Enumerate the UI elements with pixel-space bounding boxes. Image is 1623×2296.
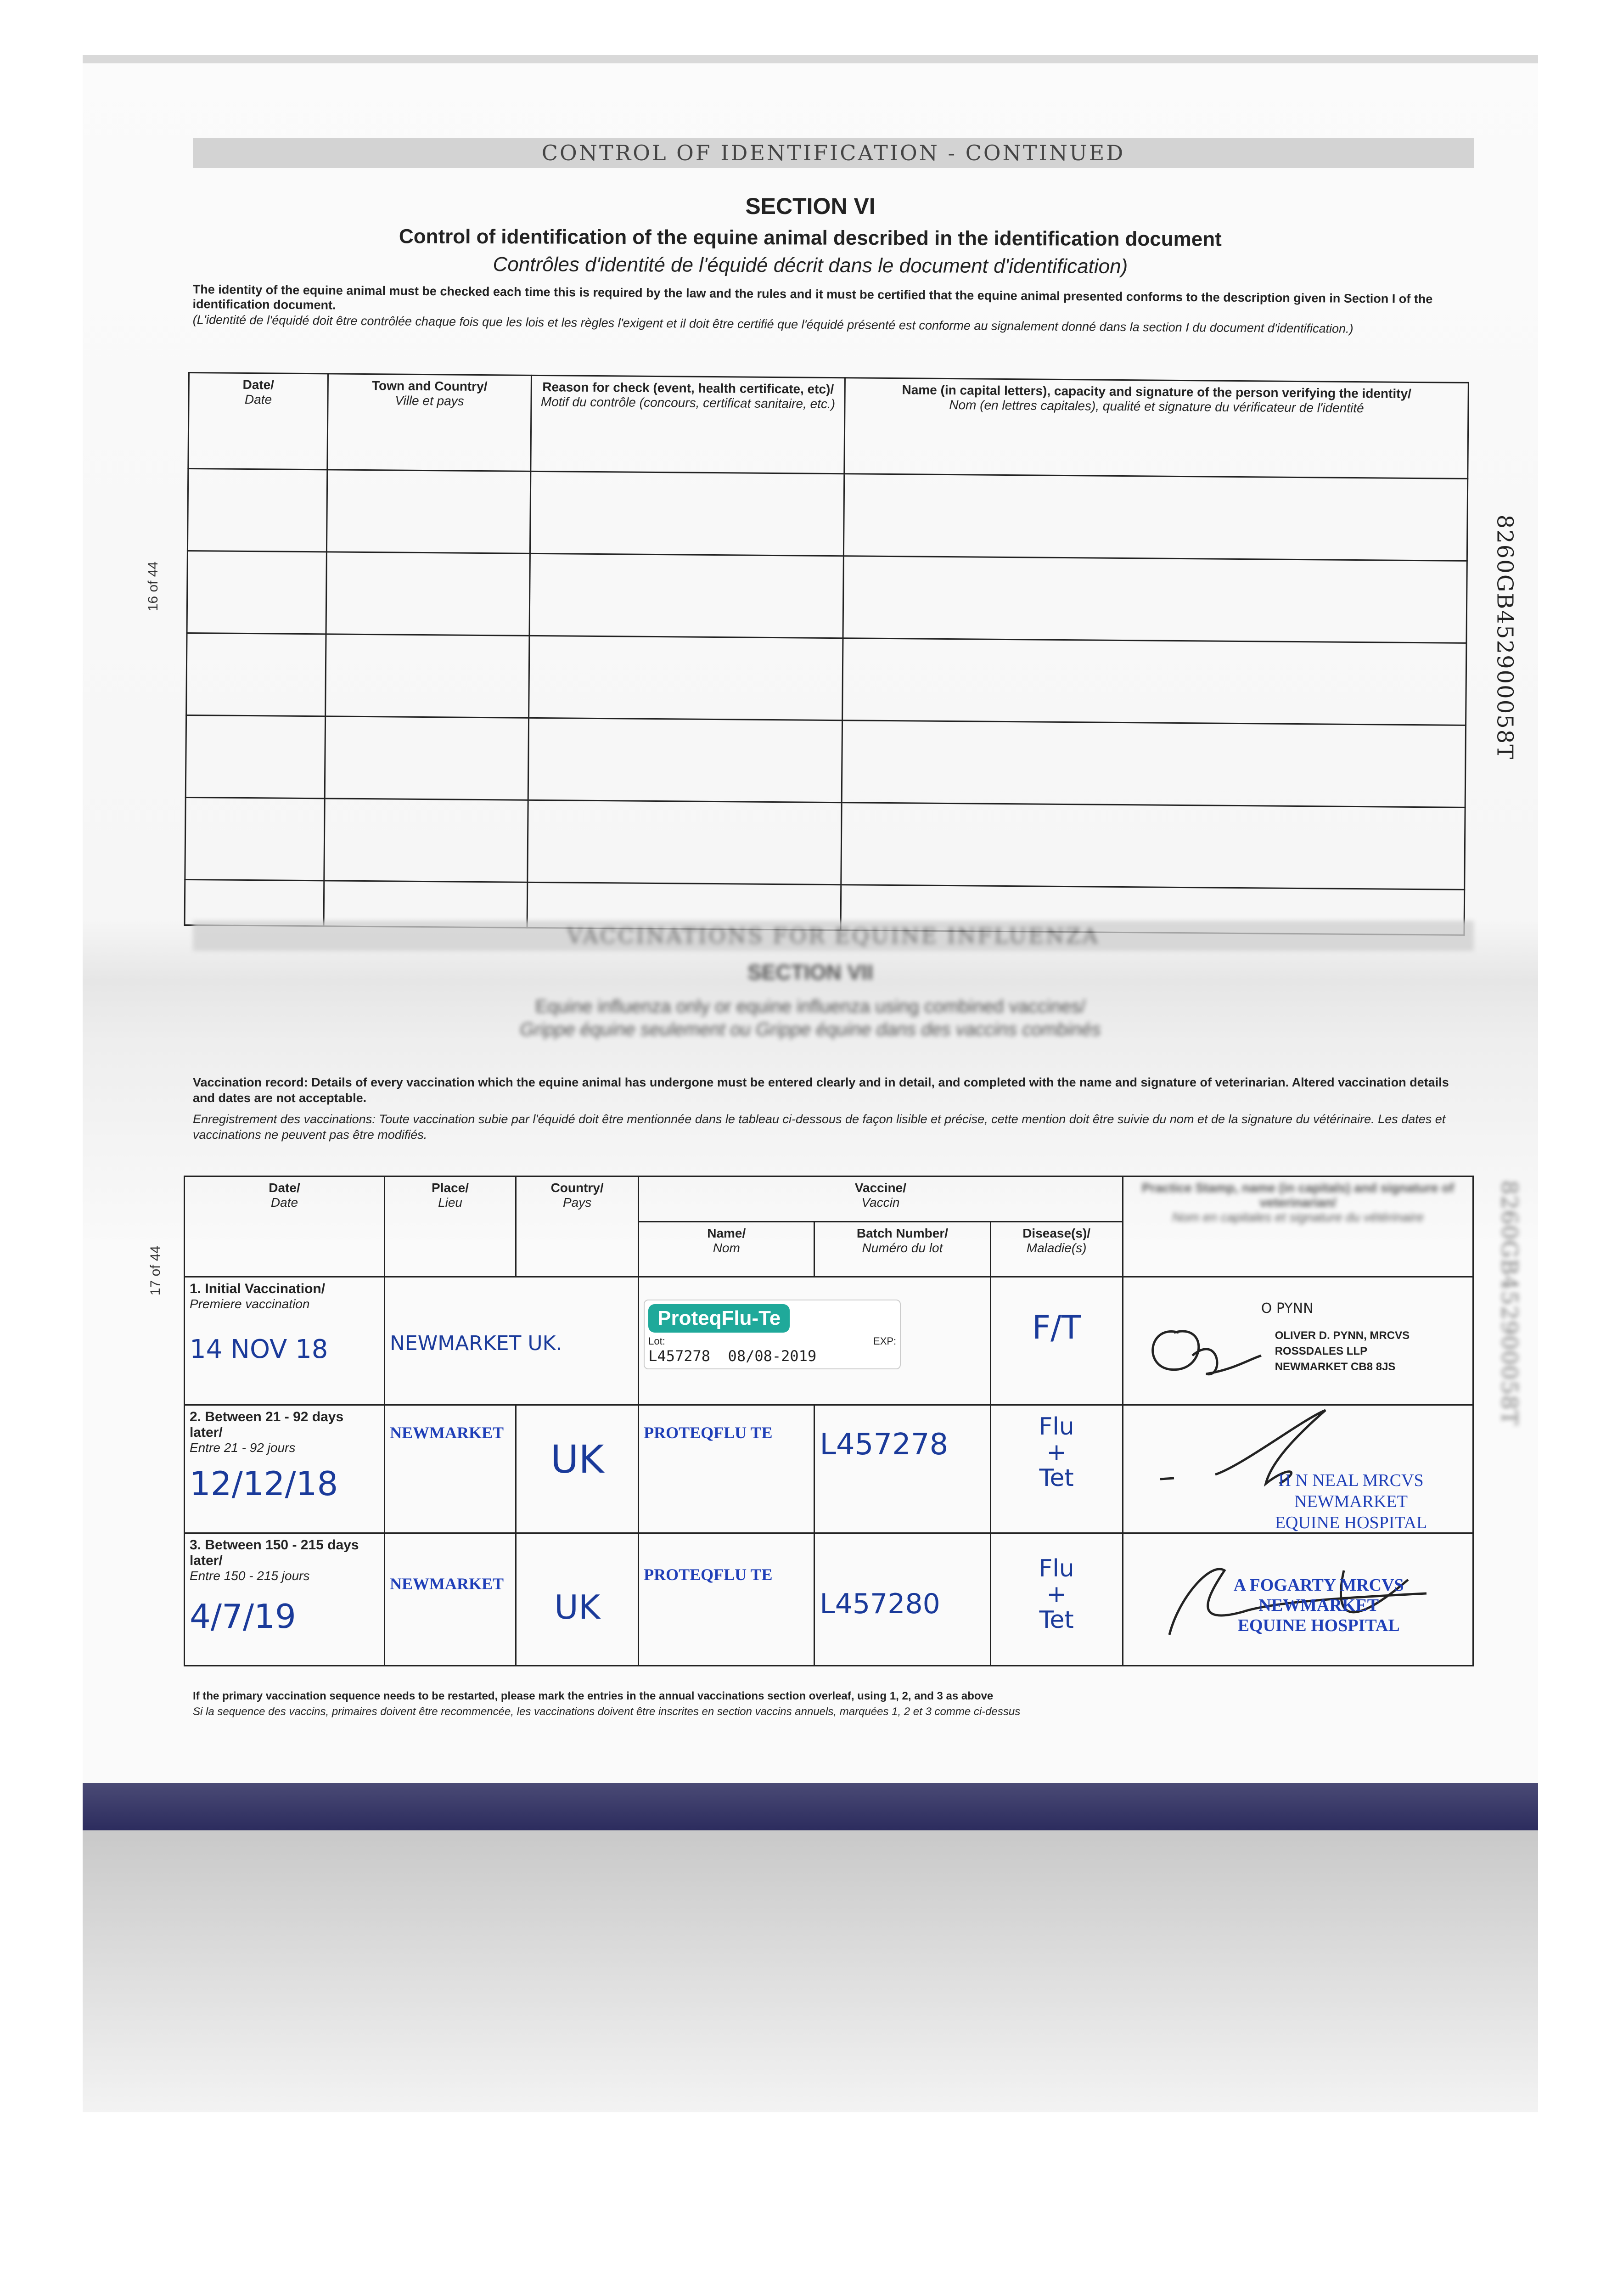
vacc-batch-cell xyxy=(814,1405,990,1533)
table-row xyxy=(187,469,1467,561)
page-edge xyxy=(83,55,1538,63)
vet-stamp-line: NEWMARKET xyxy=(1294,1492,1408,1511)
batch-number: L457278 xyxy=(820,1428,949,1462)
table-row xyxy=(185,1277,1473,1405)
disease: Flu xyxy=(1039,1555,1074,1582)
disease: + xyxy=(1046,1439,1067,1466)
table-row xyxy=(185,1405,1473,1533)
disease: F/T xyxy=(1032,1309,1081,1346)
vaccination-heading-fr: Grippe équine seulement ou Grippe équine dans des vaccins combinés xyxy=(520,1019,1101,1040)
vet-stamp-line: ROSSDALES LLP xyxy=(1275,1345,1368,1357)
vacc-country-cell xyxy=(516,1533,639,1666)
vet-stamp-line: H N NEAL MRCVS xyxy=(1278,1471,1424,1490)
intro-text: The identity of the equine animal must be checked each time this is required by the law and the rules and it must be certified that the equine animal presented conforms to the description given in Section I of the identification document. xyxy=(192,282,1433,312)
vacc-name-cell xyxy=(639,1533,814,1666)
col-vaccine: Vaccine/ Vaccin xyxy=(639,1176,1123,1222)
footnote: If the primary vaccination sequence needs to be restarted, please mark the entries in the annual vaccinations section overleaf, using 1, 2, and 3 as above xyxy=(193,1690,994,1702)
col-town-country: Town and Country/ Ville et pays xyxy=(327,374,532,471)
vacc-date-cell: 1. Initial Vaccination/ Premiere vaccination 14 NOV 18 xyxy=(185,1277,385,1405)
vacc-place: NEWMARKET xyxy=(389,1424,504,1442)
col-vaccine-name: Name/ Nom xyxy=(639,1222,814,1277)
signature-icon xyxy=(1137,1305,1266,1383)
vaccination-heading: Equine influenza only or equine influenza using combined vaccines/ xyxy=(535,996,1086,1017)
lot-value: L457278 xyxy=(648,1347,711,1365)
disease: Tet xyxy=(1039,1464,1074,1492)
vaccination-table xyxy=(184,1176,1474,1666)
col-verifier: Name (in capital letters), capacity and signature of the person verifying the identity/ Nom (en lettres capitales), qualité et signature du vérificateur de l'identité xyxy=(844,378,1469,479)
vacc-place: NEWMARKET UK. xyxy=(389,1332,562,1355)
table-row xyxy=(186,633,1466,725)
page-heading-fr: Contrôles d'identité de l'équidé décrit dans le document d'identification) xyxy=(493,253,1128,278)
vaccine-name: PROTEQFLU TE xyxy=(644,1424,773,1442)
disease-cell xyxy=(990,1405,1123,1533)
vaccine-brand: ProteqFlu-Te xyxy=(648,1304,790,1333)
section-banner-vaccinations: VACCINATIONS FOR EQUINE INFLUENZA xyxy=(193,921,1474,951)
intro-text-fr: (L'identité de l'équidé doit être contrôlée chaque fois que les lois et les règles l'exigent et il doit être certifié que l'équidé présenté est conforme au signalement donné dans la section I du document d'identification.) xyxy=(192,312,1353,336)
table-row xyxy=(185,715,1466,807)
col-country: Country/ Pays xyxy=(516,1176,639,1277)
document-number-2: 8260GB452900058T xyxy=(1496,1180,1522,1426)
vacc-date-cell: 2. Between 21 - 92 days later/ Entre 21 - 92 jours 12/12/18 xyxy=(185,1405,385,1533)
vet-cell xyxy=(1123,1533,1473,1666)
disease-cell xyxy=(990,1277,1123,1405)
vet-handwritten: O PYNN xyxy=(1261,1300,1314,1317)
lot-label: Lot: xyxy=(648,1335,665,1347)
vaccine-name: PROTEQFLU TE xyxy=(644,1565,773,1584)
vacc-date: 14 NOV 18 xyxy=(190,1334,328,1364)
disease: Flu xyxy=(1039,1413,1074,1441)
vaccination-intro-fr: Enregistrement des vaccinations: Toute vaccination subie par l'équidé doit être mentionnée dans le tableau ci-dessous de façon lisible et précise, cette mention doit être suivie du nom et de la signature du vétérinaire. Les dates et vaccinations ne peuvent pas être modifiés. xyxy=(193,1112,1446,1142)
vacc-batch-cell xyxy=(814,1533,990,1666)
vet-stamp-line: NEWMARKET CB8 8JS xyxy=(1275,1361,1396,1373)
document-number: 8260GB452900058T xyxy=(1492,514,1518,760)
section-title: SECTION VI xyxy=(745,193,876,219)
col-disease: Disease(s)/ Maladie(s) xyxy=(990,1222,1123,1277)
vet-stamp-line: OLIVER D. PYNN, MRCVS xyxy=(1275,1329,1410,1342)
disease: Tet xyxy=(1039,1606,1074,1634)
vet-stamp-line: EQUINE HOSPITAL xyxy=(1275,1513,1427,1532)
vacc-date-cell: 3. Between 150 - 215 days later/ Entre 150 - 215 jours 4/7/19 xyxy=(185,1533,385,1666)
disease-cell xyxy=(990,1533,1123,1666)
table-row xyxy=(185,1533,1473,1666)
vet-stamp-line: A FOGARTY MRCVS xyxy=(1233,1576,1404,1595)
vacc-place-cell xyxy=(384,1277,638,1405)
vacc-country: UK xyxy=(554,1588,601,1626)
col-date: Date/ Date xyxy=(188,373,328,470)
section-title-vaccinations: SECTION VII xyxy=(747,960,873,984)
vacc-date: 12/12/18 xyxy=(190,1464,338,1503)
page-number: 16 of 44 xyxy=(146,561,161,612)
table-row xyxy=(187,551,1467,643)
batch-number: L457280 xyxy=(820,1588,940,1620)
col-reason: Reason for check (event, health certificate, etc)/ Motif du contrôle (concours, certificat sanitaire, etc.) xyxy=(531,375,845,473)
page-number-2: 17 of 44 xyxy=(148,1245,163,1296)
page-heading: Control of identification of the equine animal described in the identification document xyxy=(399,225,1222,251)
identity-check-table xyxy=(184,372,1469,936)
table-row xyxy=(185,797,1465,889)
vacc-place-cell xyxy=(384,1405,516,1533)
scanned-passport-pages xyxy=(83,55,1538,2112)
vacc-country-cell xyxy=(516,1405,639,1533)
disease: + xyxy=(1046,1581,1067,1608)
vacc-place: NEWMARKET xyxy=(389,1575,504,1593)
vacc-name-cell xyxy=(639,1405,814,1533)
exp-value: 08/08-2019 xyxy=(728,1347,817,1365)
vet-stamp-line: EQUINE HOSPITAL xyxy=(1237,1616,1400,1635)
col-vacc-date: Date/ Date xyxy=(185,1176,385,1277)
vaccine-label-sticker xyxy=(639,1277,990,1405)
vacc-date: 4/7/19 xyxy=(190,1597,296,1636)
col-place: Place/ Lieu xyxy=(384,1176,516,1277)
vacc-country: UK xyxy=(550,1437,604,1482)
col-batch-number: Batch Number/ Numéro du lot xyxy=(814,1222,990,1277)
vacc-place-cell xyxy=(384,1533,516,1666)
section-banner: CONTROL OF IDENTIFICATION - CONTINUED xyxy=(193,138,1474,168)
col-practice-stamp: Practice Stamp, name (in capitals) and signature of veterinarian/ Nom en capitales et signature du vétérinaire xyxy=(1123,1176,1473,1277)
vaccination-intro: Vaccination record: Details of every vaccination which the equine animal has undergone must be entered clearly and in detail, and completed with the name and signature of veterinarian. Altered vaccination details and dates are not acceptable. xyxy=(193,1075,1449,1105)
exp-label: EXP: xyxy=(873,1335,897,1347)
vet-cell xyxy=(1123,1405,1473,1533)
vet-stamp-line: NEWMARKET xyxy=(1258,1596,1379,1615)
vet-cell xyxy=(1123,1277,1473,1405)
footnote-fr: Si la sequence des vaccins, primaires doivent être recommencée, les vaccinations doivent être inscrites en section vaccins annuels, marquées 1, 2 et 3 comme ci-dessus xyxy=(193,1705,1021,1718)
